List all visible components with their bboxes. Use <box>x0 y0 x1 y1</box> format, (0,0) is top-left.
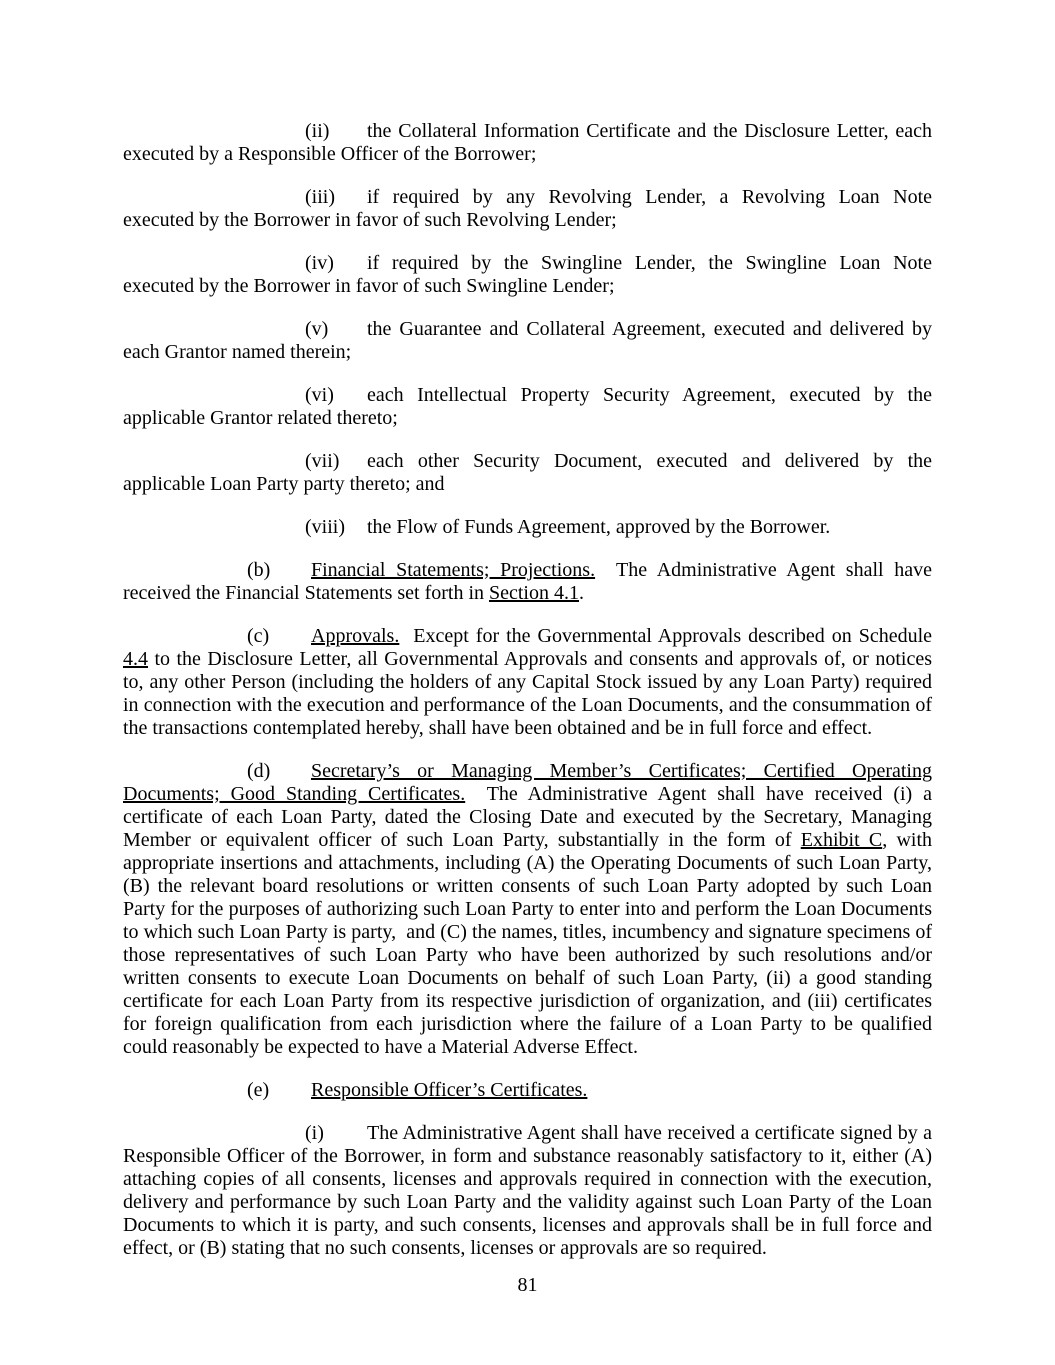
paragraph-label: (vii) <box>305 450 340 472</box>
text-run: the Collateral Information Certificate and the Disclosure Letter, each executed by a Responsible Officer of the Borrower; <box>123 120 932 165</box>
text-run: each Intellectual Property Security Agreement, executed by the applicable Grantor related thereto; <box>123 384 932 429</box>
page-number: 81 <box>517 1274 538 1296</box>
clause-iv <box>123 252 932 298</box>
clause-e <box>123 1079 932 1102</box>
clause-v <box>123 318 932 364</box>
text-run: if required by any Revolving Lender, a Revolving Loan Note executed by the Borrower in favor of such Revolving Lender; <box>123 186 932 231</box>
clause-e-i <box>123 1122 932 1260</box>
text-run: each other Security Document, executed and delivered by the applicable Loan Party party thereto; and <box>123 450 932 495</box>
paragraph-label: (vi) <box>305 384 334 406</box>
paragraph-label: (ii) <box>305 120 330 142</box>
paragraph-label: (viii) <box>305 516 345 538</box>
paragraph-label: (iii) <box>305 186 335 208</box>
document-body <box>123 120 932 1260</box>
text-run: to the Disclosure Letter, all Governmental Approvals and consents and approvals of, or notices to, any other Person (including the holders of any Capital Stock issued by any Loan Party) required in connection with the execution and performance of the Loan Documents, and the consummation of the transactions contemplated hereby, shall have been obtained and be in full force and effect. <box>123 648 932 739</box>
text-run: the Flow of Funds Agreement, approved by the Borrower. <box>367 516 831 538</box>
text-run: The Administrative Agent shall have received a certificate signed by a Responsible Officer of the Borrower, in form and substance reasonably satisfactory to it, either (A) attaching copies of all consents, licenses and approvals required in connection with the execution, delivery and performance by such Loan Party and the validity against such Loan Party of the Loan Documents to which it is party, and such consents, licenses and approvals shall be in full force and effect, or (B) stating that no such consents, licenses or approvals are so required. <box>123 1122 932 1259</box>
underlined-text: Exhibit C <box>800 829 883 851</box>
clause-vi <box>123 384 932 430</box>
paragraph-label: (iv) <box>305 252 334 274</box>
clause-b <box>123 559 932 605</box>
text-run: Except for the Governmental Approvals described on Schedule <box>399 625 932 647</box>
underlined-text: Financial Statements; Projections. <box>311 559 596 581</box>
text-run: , with appropriate insertions and attachments, including (A) the Operating Documents of such Loan Party, (B) the relevant board resolutions or written consents of such Loan Party adopted by such Loan Party for the purposes of authorizing such Loan Party to enter into and perform the Loan Documents to which such Loan Party is party, and (C) the names, titles, incumbency and signature specimens of those representatives of such Loan Party who have been authorized by such resolutions and/or written consents to execute Loan Documents on behalf of such Loan Party, (ii) a good standing certificate for each Loan Party from its respective jurisdiction of organization, and (iii) certificates for foreign qualification from each jurisdiction where the failure of a Loan Party to be qualified could reasonably be expected to have a Material Adverse Effect. <box>123 829 932 1058</box>
underlined-text: Responsible Officer’s Certificates. <box>311 1079 588 1101</box>
paragraph-label: (d) <box>247 760 271 782</box>
clause-d <box>123 760 932 1059</box>
clause-vii <box>123 450 932 496</box>
paragraph-label: (e) <box>247 1079 270 1101</box>
text-run: the Guarantee and Collateral Agreement, executed and delivered by each Grantor named therein; <box>123 318 932 363</box>
paragraph-label: (i) <box>305 1122 324 1144</box>
clause-iii <box>123 186 932 232</box>
paragraph-label: (v) <box>305 318 329 340</box>
clause-ii <box>123 120 932 166</box>
text-run: if required by the Swingline Lender, the Swingline Loan Note executed by the Borrower in favor of such Swingline Lender; <box>123 252 932 297</box>
paragraph-label: (c) <box>247 625 270 647</box>
underlined-text: Approvals. <box>311 625 400 647</box>
underlined-text: Section 4.1 <box>489 582 579 604</box>
text-run: The Administrative Agent shall have received (i) a certificate of each Loan Party, dated the Closing Date and executed by the Secretary, Managing Member or equivalent officer of such Loan Party, substantially in the form of <box>123 783 933 851</box>
underlined-text: Secretary’s or Managing Member’s Certificates; Certified Operating Documents; Good Standing Certificates. <box>123 760 932 805</box>
clause-viii <box>123 516 932 539</box>
clause-c <box>123 625 932 740</box>
text-run: The Administrative Agent shall have received the Financial Statements set forth in <box>123 559 932 604</box>
underlined-text: 4.4 <box>123 648 148 670</box>
text-run: . <box>579 582 584 604</box>
paragraph-label: (b) <box>247 559 271 581</box>
